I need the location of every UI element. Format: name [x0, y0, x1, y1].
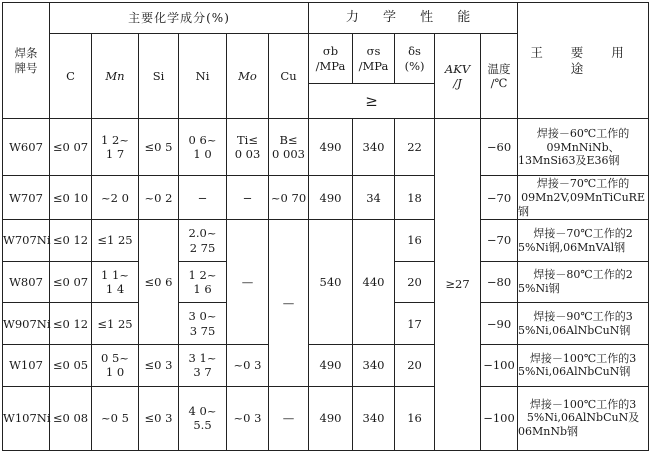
- cell-mo: ~0 3: [227, 344, 269, 386]
- cell-c: ≤0 07: [50, 261, 92, 303]
- cell-ni: 0 6~ 1 0: [179, 119, 227, 176]
- cell-use: 焊接－100℃工作的3 5%Ni,06AlNbCuN钢: [518, 344, 649, 386]
- cell-ni: 4 0~ 5.5: [179, 386, 227, 450]
- cell-mn: 0 5~ 1 0: [92, 344, 139, 386]
- header-impact-energy: AKV /J: [435, 34, 481, 119]
- cell-ni: 3 1~ 3 7: [179, 344, 227, 386]
- cell-elongation: 20: [395, 344, 435, 386]
- cell-mo: −: [227, 176, 269, 220]
- cell-yield: 440: [353, 220, 395, 345]
- cell-elongation: 20: [395, 261, 435, 303]
- cell-cu: —: [269, 220, 309, 386]
- cell-ni: 1 2~ 1 6: [179, 261, 227, 303]
- cell-grade: W607: [3, 119, 50, 176]
- table-row: [3, 386, 649, 450]
- header-mechanical-properties: 力 学 性 能: [309, 3, 518, 34]
- cell-elongation: 17: [395, 303, 435, 345]
- cell-use: 焊接－70℃工作的2 5%Ni钢,06MnVAl钢: [518, 220, 649, 262]
- cell-mo: —: [227, 220, 269, 345]
- cell-elongation: 16: [395, 386, 435, 450]
- cell-temperature: −90: [481, 303, 518, 345]
- header-temperature: 温度 /℃: [481, 34, 518, 119]
- cell-si: ≤0 5: [139, 119, 179, 176]
- cell-tensile: 490: [309, 119, 353, 176]
- cell-tensile: 490: [309, 176, 353, 220]
- cell-cu: —: [269, 386, 309, 450]
- cell-use: 焊接－70℃工作的09Mn2V,09MnTiCuRE钢: [518, 176, 649, 220]
- cell-tensile: 490: [309, 386, 353, 450]
- cell-mn: 1 1~ 1 4: [92, 261, 139, 303]
- cell-si: ≤0 6: [139, 220, 179, 345]
- cell-mn: 1 2~ 1 7: [92, 119, 139, 176]
- cell-mn: ~2 0: [92, 176, 139, 220]
- cell-yield: 340: [353, 344, 395, 386]
- cell-use: 焊接－100℃工作的3 5%Ni,06AlNbCuN及06MnNb钢: [518, 386, 649, 450]
- cell-grade: W807: [3, 261, 50, 303]
- electrode-spec-table: [2, 2, 649, 451]
- cell-tensile: 490: [309, 344, 353, 386]
- cell-mn: ≤1 25: [92, 220, 139, 262]
- cell-temperature: −70: [481, 220, 518, 262]
- cell-yield: 34: [353, 176, 395, 220]
- header-chemical-composition: 主要化学成分(%): [50, 3, 309, 34]
- header-ni: Ni: [179, 34, 227, 119]
- cell-c: ≤0 12: [50, 303, 92, 345]
- cell-temperature: −60: [481, 119, 518, 176]
- cell-si: ≤0 3: [139, 344, 179, 386]
- cell-c: ≤0 05: [50, 344, 92, 386]
- header-mn: Mn: [92, 34, 139, 119]
- cell-mo: Ti≤ 0 03: [227, 119, 269, 176]
- cell-grade: W707: [3, 176, 50, 220]
- cell-yield: 340: [353, 119, 395, 176]
- cell-temperature: −100: [481, 344, 518, 386]
- cell-elongation: 18: [395, 176, 435, 220]
- header-c: C: [50, 34, 92, 119]
- table-row: [3, 119, 649, 176]
- table-row: [3, 176, 649, 220]
- cell-ni: 2.0~ 2 75: [179, 220, 227, 262]
- cell-si: ≤0 3: [139, 386, 179, 450]
- cell-c: ≤0 07: [50, 119, 92, 176]
- cell-grade: W107Ni: [3, 386, 50, 450]
- cell-elongation: 22: [395, 119, 435, 176]
- table-row: [3, 344, 649, 386]
- header-row-1: [3, 3, 649, 34]
- header-elongation: δs (%): [395, 34, 435, 84]
- table-row: [3, 220, 649, 262]
- cell-si: ~0 2: [139, 176, 179, 220]
- header-si: Si: [139, 34, 179, 119]
- header-tensile-strength: σb /MPa: [309, 34, 353, 84]
- header-yield-strength: σs /MPa: [353, 34, 395, 84]
- cell-elongation: 16: [395, 220, 435, 262]
- header-grade: 焊条 牌号: [3, 3, 50, 119]
- cell-grade: W707Ni: [3, 220, 50, 262]
- cell-use: 焊接－80℃工作的2 5%Ni钢: [518, 261, 649, 303]
- cell-mn: ~0 5: [92, 386, 139, 450]
- cell-temperature: −80: [481, 261, 518, 303]
- cell-use: 焊接－90℃工作的3 5%Ni,06AlNbCuN钢: [518, 303, 649, 345]
- header-main-use: 王 要 用 途: [518, 3, 649, 119]
- cell-temperature: −100: [481, 386, 518, 450]
- cell-impact-energy: ≥27: [435, 119, 481, 451]
- cell-grade: W907Ni: [3, 303, 50, 345]
- cell-cu: ~0 70: [269, 176, 309, 220]
- cell-ni: 3 0~ 3 75: [179, 303, 227, 345]
- cell-cu: B≤ 0 003: [269, 119, 309, 176]
- cell-yield: 340: [353, 386, 395, 450]
- cell-ni: −: [179, 176, 227, 220]
- cell-c: ≤0 10: [50, 176, 92, 220]
- cell-mo: ~0 3: [227, 386, 269, 450]
- cell-temperature: −70: [481, 176, 518, 220]
- cell-c: ≤0 12: [50, 220, 92, 262]
- cell-grade: W107: [3, 344, 50, 386]
- cell-c: ≤0 08: [50, 386, 92, 450]
- header-cu: Cu: [269, 34, 309, 119]
- cell-tensile: 540: [309, 220, 353, 345]
- header-mo: Mo: [227, 34, 269, 119]
- header-minimum-symbol: ≥: [309, 84, 435, 119]
- cell-mn: ≤1 25: [92, 303, 139, 345]
- cell-use: 焊接－60℃工作的09MnNiNb、13MnSi63及E36钢: [518, 119, 649, 176]
